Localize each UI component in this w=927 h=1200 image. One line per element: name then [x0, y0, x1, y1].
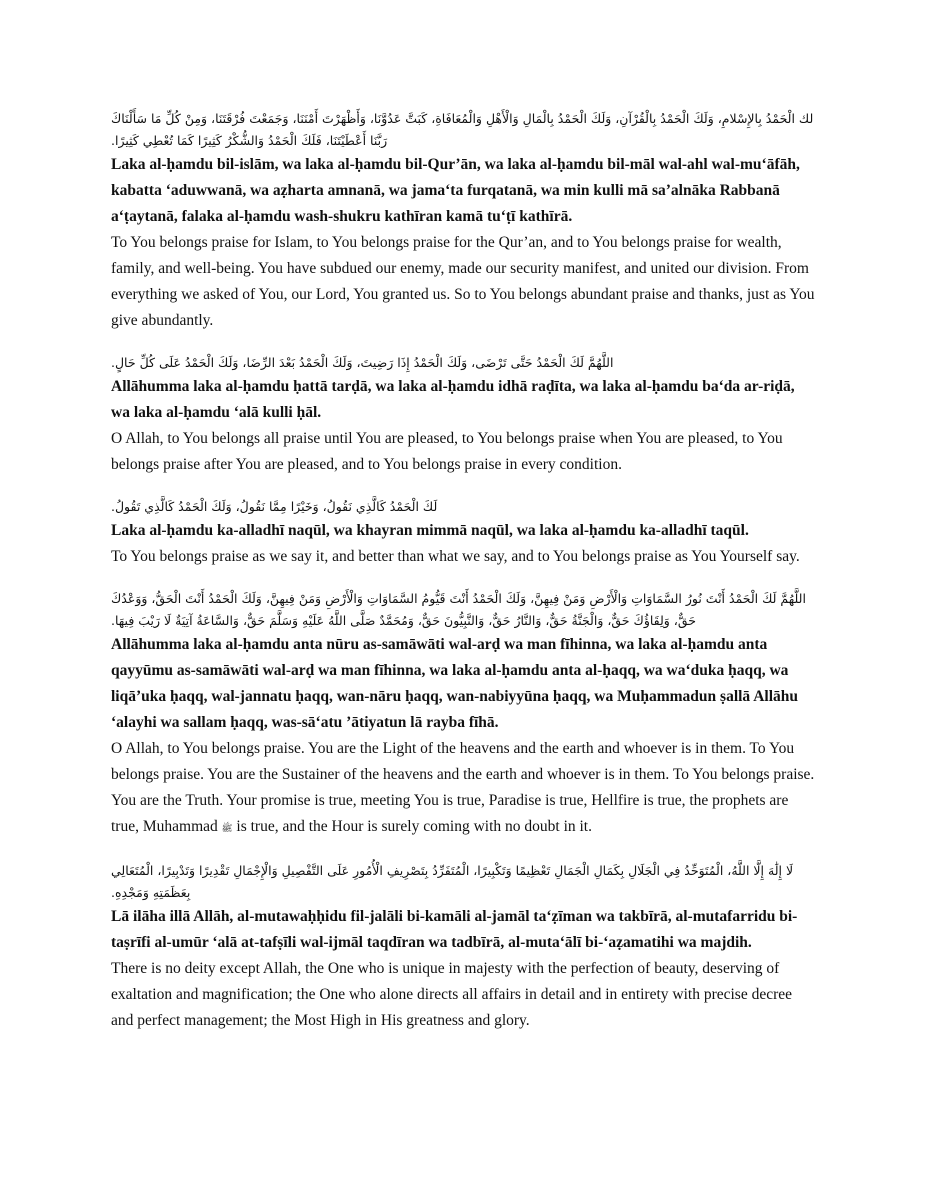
transliteration-text: Allāhumma laka al-ḥamdu ḥattā tarḍā, wa laka al-ḥamdu idhā raḍīta, wa laka al-ḥamdu ba‘da ar-riḍā, wa laka al-ḥamdu ‘alā kulli ḥāl.	[111, 378, 795, 421]
arabic-text: اللَّهُمَّ لَكَ الْحَمْدُ حَتَّى تَرْضَى، وَلَكَ الْحَمْدُ إِذَا رَضِيتَ، وَلَكَ الْحَمْدُ بَعْدَ الرِّضَا، وَلَكَ الْحَمْدُ عَلَى كُلِّ حَالٍ.	[111, 355, 614, 370]
translation-text-part-1: O Allah, to You belongs praise. You are the Light of the heavens and the earth and whoever is in them. To You belongs praise. You are the Sustainer of the heavens and the earth and whoever is in them. To You belongs praise. You are the Truth. Your promise is true, meeting You is true, Paradise is true, Hellfire is true, the prophets are true, Muhammad	[111, 740, 815, 835]
translation-text: O Allah, to You belongs all praise until You are pleased, to You belongs praise when You are pleased, to You belongs praise after You are pleased, and to You belongs praise in every condition.	[111, 430, 783, 473]
arabic-text: لَكَ الْحَمْدُ كَالَّذِي نَقُولُ، وَخَيْرًا مِمَّا نَقُولُ، وَلَكَ الْحَمْدُ كَالَّذِي تَقُولُ.	[111, 499, 438, 514]
dua-block-4	[111, 588, 817, 842]
transliteration-text: Laka al-ḥamdu bil-islām, wa laka al-ḥamdu bil-Qur’ān, wa laka al-ḥamdu bil-māl wal-ahl wal-mu‘āfāh, kabatta ‘aduwwanā, wa aẓharta amnanā, wa jama‘ta furqatanā, wa min kulli mā sa’alnāka Rabbanā a‘ṭaytanā, falaka al-ḥamdu wash-shukru kathīran kamā tu‘ṭī kathīrā.	[111, 156, 800, 225]
arabic-text: اللَّهُمَّ لَكَ الْحَمْدُ أَنْتَ نُورُ السَّمَاوَاتِ وَالْأَرْضِ وَمَنْ فِيهِنَّ، وَلَكَ الْحَمْدُ أَنْتَ قَيُّومُ السَّمَاوَاتِ وَالْأَرْضِ وَمَنْ فِيهِنَّ، وَلَكَ الْحَمْدُ أَنْتَ الْحَقُّ، وَوَعْدُكَ حَقٌّ، وَلِقَاؤُكَ حَقٌّ، وَالْجَنَّةُ حَقٌّ، وَالنَّارُ حَقٌّ، وَالنَّبِيُّونَ حَقٌّ، وَمُحَمَّدٌ صَلَّى اللَّهُ عَلَيْهِ وَسَلَّمَ حَقٌّ، وَالسَّاعَةُ آتِيَةٌ لَا رَيْبَ فِيهَا.	[111, 591, 806, 628]
transliteration-text: Laka al-ḥamdu ka-alladhī naqūl, wa khayran mimmā naqūl, wa laka al-ḥamdu ka-alladhī taqūl.	[111, 522, 749, 539]
translation-text: To You belongs praise as we say it, and better than what we say, and to You belongs praise as You Yourself say.	[111, 548, 800, 565]
dua-block-5	[111, 860, 817, 1034]
translation-text	[111, 736, 817, 842]
dua-block-2	[111, 352, 817, 478]
honorific-symbol: ﷺ	[221, 824, 233, 834]
arabic-text: لك الْحَمْدُ بِالإِسْلامِ، وَلَكَ الْحَمْدُ بِالْقُرْآنِ، وَلَكَ الْحَمْدُ بِالْمَالِ وَالْأَهْلِ وَالْمُعَافَاةِ، كَبَتَّ عَدُوَّنَا، وَأَظْهَرْتَ أَمْنَنَا، وَجَمَعْتَ فُرْقَتَنَا، وَمِنْ كُلِّ مَا سَأَلْنَاكَ رَبَّنَا أَعْطَيْتَنَا، فَلَكَ الْحَمْدُ وَالشُّكْرُ كَثِيرًا كَمَا تُعْطِي كَثِيرًا.	[111, 111, 814, 148]
arabic-text: لَا إِلَٰهَ إِلَّا اللَّهُ، الْمُتَوَحِّدُ فِي الْجَلَالِ بِكَمَالِ الْجَمَالِ تَعْظِيمًا وَتَكْبِيرًا، الْمُتَفَرِّدُ بِتَصْرِيفِ الْأُمُورِ عَلَى التَّفْصِيلِ وَالْإِجْمَالِ تَقْدِيرًا وَتَدْبِيرًا، الْمُتَعَالِي بِعَظَمَتِهِ وَمَجْدِهِ.	[111, 863, 794, 900]
translation-text: To You belongs praise for Islam, to You belongs praise for the Qur’an, and to You belongs praise for wealth, family, and well-being. You have subdued our enemy, made our security manifest, and united our division. From everything we asked of You, our Lord, You granted us. So to You belongs abundant praise and thanks, just as You give abundantly.	[111, 234, 815, 329]
translation-text-part-2: is true, and the Hour is surely coming with no doubt in it.	[236, 818, 592, 835]
dua-block-3	[111, 496, 817, 570]
dua-block-1	[111, 108, 817, 334]
transliteration-text: Lā ilāha illā Allāh, al-mutawaḥḥidu fil-jalāli bi-kamāli al-jamāl ta‘ẓīman wa takbīrā, al-mutafarridu bi-taṣrīfi al-umūr ‘alā at-tafṣīli wal-ijmāl taqdīran wa tadbīrā, al-muta‘ālī bi-‘aẓamatihi wa majdih.	[111, 908, 798, 951]
transliteration-text: Allāhumma laka al-ḥamdu anta nūru as-samāwāti wal-arḍ wa man fīhinna, wa laka al-ḥamdu anta qayyūmu as-samāwāti wal-arḍ wa man fīhinna, wa laka al-ḥamdu anta al-ḥaqq, wa wa‘duka ḥaqq, wa liqā’uka ḥaqq, wal-jannatu ḥaqq, wan-nāru ḥaqq, wan-nabiyyūna ḥaqq, wa Muḥammadun ṣallā Allāhu ‘alayhi wa sallam ḥaqq, was-sā‘atu ’ātiyatun lā rayba fīhā.	[111, 636, 798, 731]
translation-text: There is no deity except Allah, the One who is unique in majesty with the perfection of beauty, deserving of exaltation and magnification; the One who alone directs all affairs in detail and in entirety with precise decree and perfect management; the Most High in His greatness and glory.	[111, 960, 793, 1029]
document-page	[111, 108, 817, 1052]
